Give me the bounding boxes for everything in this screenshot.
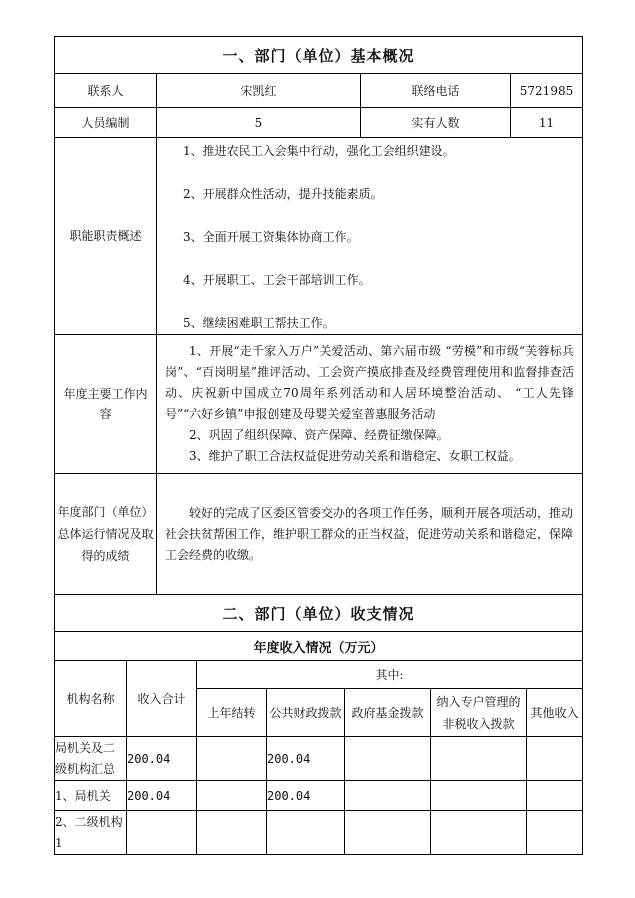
row-other — [527, 811, 583, 855]
duties-list — [157, 138, 583, 335]
phone-value: 5721985 — [511, 74, 583, 108]
row-public: 200.04 — [267, 781, 345, 811]
row-org: 2、二级机构1 — [55, 811, 127, 855]
row-public: 200.04 — [267, 737, 345, 781]
work-item: 2、巩固了组织保障、资产保障、经费征缴保障。 — [189, 428, 449, 442]
row-special — [431, 737, 527, 781]
row-prev — [197, 737, 267, 781]
income-table — [54, 594, 583, 855]
income-title: 年度收入情况（万元） — [55, 632, 583, 661]
col-other-header: 其他收入 — [527, 689, 583, 737]
row-public — [267, 811, 345, 855]
col-org-header: 机构名称 — [55, 661, 127, 737]
table-row — [55, 811, 583, 855]
row-fund — [345, 811, 431, 855]
among-header: 其中: — [197, 661, 583, 689]
result-content — [157, 474, 583, 595]
duty-item: 1、推进农民工入会集中行动，强化工会组织建设。 — [183, 144, 455, 158]
duty-item: 4、开展职工、工会干部培训工作。 — [183, 273, 371, 287]
table-row — [55, 781, 583, 811]
table-row — [55, 737, 583, 781]
row-fund — [345, 781, 431, 811]
work-label: 年度主要工作内容 — [55, 335, 157, 474]
work-item: 3、维护了职工合法权益促进劳动关系和谐稳定、女职工权益。 — [189, 449, 521, 463]
section2-title: 二、部门（单位）收支情况 — [55, 595, 583, 632]
phone-label: 联络电话 — [361, 74, 511, 108]
row-special — [431, 811, 527, 855]
row-org: 1、局机关 — [55, 781, 127, 811]
duty-item: 2、开展群众性活动，提升技能素质。 — [183, 187, 383, 201]
col-total-header: 收入合计 — [127, 661, 197, 737]
actual-label: 实有人数 — [361, 108, 511, 138]
basic-info-table — [54, 36, 583, 595]
row-fund — [345, 737, 431, 781]
row-prev — [197, 781, 267, 811]
row-other — [527, 781, 583, 811]
staff-value: 5 — [157, 108, 361, 138]
contact-value: 宋凯红 — [157, 74, 361, 108]
col-prev-header: 上年结转 — [197, 689, 267, 737]
report-page — [54, 36, 582, 855]
row-prev — [197, 811, 267, 855]
col-public-header: 公共财政拨款 — [267, 689, 345, 737]
row-special — [431, 781, 527, 811]
staff-label: 人员编制 — [55, 108, 157, 138]
result-text: 较好的完成了区委区管委交办的各项工作任务，顺利开展各项活动，推动社会扶贫帮困工作，维护职工群众的正当权益，促进劳动关系和谐稳定，保障工会经费的收缴。 — [165, 505, 574, 562]
work-item: 1、开展“走千家入万户”关爱活动、第六届市级 “劳模”和市级“芙蓉标兵岗”、“百岗明星”推评活动、工会资产摸底排查及经费管理使用和监督排查活动、庆祝新中国成立70周年系列活动和人居环境整治活动、 “工人先锋号”“六好乡镇”申报创建及母婴关爱室普惠服务活动 — [165, 344, 575, 421]
row-org: 局机关及二级机构汇总 — [55, 737, 127, 781]
contact-label: 联系人 — [55, 74, 157, 108]
duty-item: 3、全面开展工资集体协商工作。 — [183, 230, 359, 244]
row-total: 200.04 — [127, 737, 197, 781]
col-special-header: 纳入专户管理的非税收入拨款 — [431, 689, 527, 737]
row-total — [127, 811, 197, 855]
section1-title: 一、部门（单位）基本概况 — [55, 37, 583, 74]
duty-item: 5、继续困难职工帮扶工作。 — [183, 316, 335, 330]
row-total: 200.04 — [127, 781, 197, 811]
work-content — [157, 335, 583, 474]
col-fund-header: 政府基金拨款 — [345, 689, 431, 737]
result-label: 年度部门（单位）总体运行情况及取得的成绩 — [55, 474, 157, 595]
row-other — [527, 737, 583, 781]
duties-label: 职能职责概述 — [55, 138, 157, 335]
actual-value: 11 — [511, 108, 583, 138]
